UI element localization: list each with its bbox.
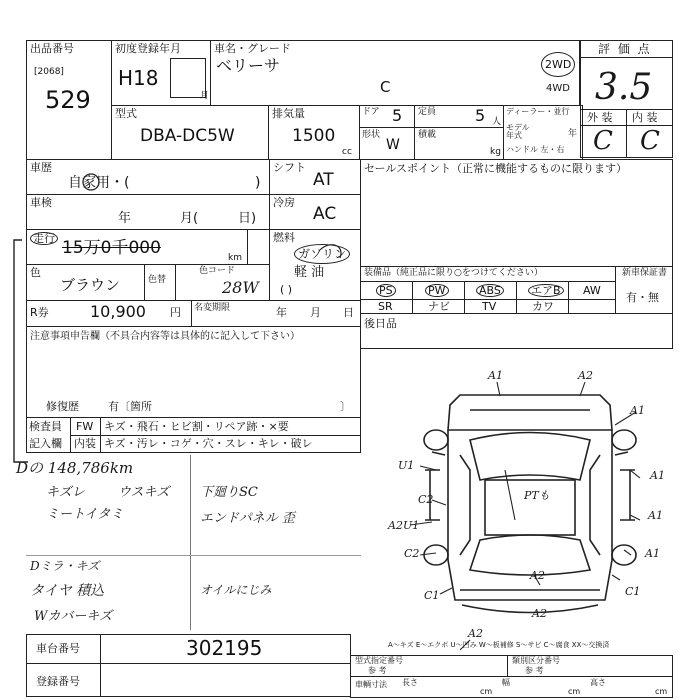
- hw-left3: Dミラ・キズ: [30, 559, 100, 573]
- hw-mileage-note: Dの 148,786km: [16, 459, 134, 477]
- doors-label: ドア: [362, 107, 380, 117]
- lot-code: [2068]: [34, 67, 64, 77]
- score-int: C: [640, 126, 660, 156]
- history-close: ): [255, 175, 261, 191]
- score-ext: C: [593, 126, 613, 156]
- color-label: 色: [30, 266, 41, 279]
- fuel-diesel: 軽 油: [294, 265, 325, 280]
- mark-a2-front-right: A2: [578, 369, 593, 382]
- color-change-label: 色替: [148, 275, 167, 285]
- shape-value: W: [386, 137, 400, 153]
- model-year-unit: 年: [568, 129, 578, 139]
- fuel-paren: ( ): [280, 283, 293, 296]
- hw-right2: エンドパネル 歪: [200, 511, 295, 526]
- recycle-value: 10,900: [90, 302, 146, 321]
- color-code-value: 28W: [222, 278, 259, 297]
- inspector-inner: 内装: [74, 437, 96, 450]
- equip-ps: PS: [376, 284, 396, 297]
- mark-a1-front-left: A1: [488, 369, 503, 382]
- model-label: 型式: [115, 107, 137, 120]
- model-value: DBA-DC5W: [140, 126, 235, 146]
- repair-close: 〕: [340, 400, 351, 413]
- repair-value: 有〔箇所: [108, 400, 152, 413]
- score-ext-label: 外 装: [587, 111, 613, 124]
- sales-label: セールスポイント（正常に機能するものに限ります）: [364, 162, 628, 175]
- color-code-label: 色コード: [199, 266, 236, 276]
- capacity-label: 定員: [418, 107, 437, 117]
- aircon-label: 冷房: [273, 196, 295, 209]
- history-value: 自家用・(: [68, 175, 130, 191]
- shape-label: 形状: [362, 130, 381, 140]
- class-label: 類別区分番号: [512, 656, 560, 665]
- model-type-label: 型式指定番号: [355, 656, 403, 665]
- length-unit: cm: [480, 687, 493, 696]
- mileage-value: 15万0千000: [62, 238, 161, 258]
- hw-left1: キズレ: [46, 485, 85, 500]
- displacement-unit: cc: [342, 147, 352, 157]
- mark-u1-left: U1: [398, 459, 415, 472]
- lot-number: 529: [45, 86, 91, 114]
- hw-left2: ミートイタミ: [46, 507, 124, 522]
- mark-c2-left: C2: [418, 493, 434, 506]
- displacement-value: 1500: [292, 126, 336, 146]
- back-seat-label: 後日品: [364, 317, 397, 330]
- mark-a1-right-rear: A1: [645, 547, 660, 560]
- model-type-ref: 参 考: [368, 666, 387, 675]
- capacity-value: 5: [475, 106, 486, 125]
- mark-a2-lower: A2: [468, 627, 483, 640]
- hw-right1: 下廻りSC: [200, 485, 258, 500]
- mileage-unit: km: [228, 253, 242, 263]
- mark-a2u1-left: A2U1: [388, 519, 420, 532]
- shift-label: シフト: [273, 161, 306, 174]
- warranty-value: 有・無: [626, 291, 659, 304]
- equip-abs: ABS: [476, 284, 504, 297]
- inspection-month: 月(: [180, 211, 199, 226]
- hw-left5: Wカバーキズ: [34, 609, 113, 624]
- first-reg-month-label: 月: [200, 91, 210, 101]
- class-ref: 参 考: [525, 666, 544, 675]
- drive-4wd: 4WD: [546, 83, 570, 94]
- inspector-label-1: 検査員: [29, 420, 62, 433]
- notes-label: 注意事項申告欄（不具合内容等は具体的に記入して下さい）: [30, 331, 300, 342]
- dimensions-label: 車輌寸法: [355, 680, 387, 689]
- inspector-inner-text: キズ・汚レ・コゲ・穴・スレ・キレ・破レ: [104, 437, 313, 450]
- color-value: ブラウン: [60, 276, 121, 294]
- equip-aw: AW: [583, 284, 601, 297]
- transfer-year: 年: [276, 306, 287, 319]
- lot-label: 出品番号: [30, 42, 74, 55]
- warranty-label: 新車保証書: [622, 268, 668, 278]
- load-label: 積載: [418, 130, 437, 140]
- capacity-unit: 人: [492, 117, 502, 127]
- car-name-label: 車名・グレード: [214, 42, 291, 55]
- score-label: 評 価 点: [598, 42, 652, 56]
- height-label: 高さ: [590, 678, 606, 687]
- doors-value: 5: [392, 106, 403, 125]
- hw-left1b: ウスキズ: [118, 485, 170, 500]
- equipment-label: 装備品（純正品に限り○をつけてください）: [364, 268, 543, 278]
- mark-c1-rear-right: C1: [625, 585, 641, 598]
- mark-a1-right: A1: [650, 469, 665, 482]
- car-grade: C: [380, 78, 391, 96]
- aircon-value: AC: [313, 204, 337, 224]
- inspector-label-2: 記入欄: [29, 437, 62, 450]
- width-label: 幅: [502, 678, 510, 687]
- drive-2wd: 2WD: [541, 52, 575, 77]
- fuel-label: 燃料: [273, 231, 295, 244]
- inspector-fw-text: キズ・飛石・ヒビ割・リペア跡・×要: [104, 420, 289, 433]
- inspection-day: 日): [238, 211, 257, 226]
- hw-right3: オイルにじみ: [200, 583, 272, 597]
- recycle-label: R券: [30, 306, 49, 319]
- legend-text: A～キズ E～エクボ U～凹み W～板補修 S～サビ C～腐食 XX～交換済: [388, 641, 610, 649]
- score-int-label: 内 装: [632, 111, 658, 124]
- height-unit: cm: [655, 687, 668, 696]
- width-unit: cm: [568, 687, 581, 696]
- score-overall: 3.5: [595, 67, 653, 108]
- mark-c1-rear-left: C1: [424, 589, 440, 602]
- mark-pt: PTも: [524, 489, 550, 502]
- handle-label: ハンドル 左・右: [506, 145, 565, 154]
- equip-tv: TV: [482, 300, 497, 313]
- fuel-gas: ガソリン: [294, 244, 350, 264]
- repair-label: 修復歴: [46, 400, 79, 413]
- car-name-value: ベリーサ: [216, 56, 281, 75]
- first-reg-label: 初度登録年月: [115, 42, 181, 55]
- inspector-fw: FW: [76, 420, 94, 433]
- mark-c2-left-rear: C2: [404, 547, 420, 560]
- hw-left4: タイヤ 積込: [30, 583, 105, 599]
- mark-a2-bumper: A2: [532, 607, 547, 620]
- mileage-label: 走行: [30, 232, 58, 245]
- mark-a1-right-door: A1: [648, 509, 663, 522]
- chassis-label: 車台番号: [36, 642, 80, 655]
- equip-sr: SR: [378, 300, 393, 313]
- transfer-month: 月: [310, 306, 321, 319]
- history-label: 車歴: [30, 161, 52, 174]
- registration-label: 登録番号: [36, 675, 80, 688]
- chassis-value: 302195: [186, 636, 263, 660]
- equip-pw: PW: [425, 284, 449, 297]
- equip-airbag: エアB: [528, 284, 564, 297]
- equip-leather: カワ: [532, 300, 554, 313]
- displacement-label: 排気量: [272, 107, 305, 120]
- first-reg-year: H18: [118, 66, 159, 90]
- shift-value: AT: [313, 170, 334, 190]
- mark-a2-rear: A2: [530, 569, 545, 582]
- recycle-unit: 円: [170, 306, 181, 319]
- dealer-label: ディーラー・並行: [506, 107, 570, 116]
- inspection-year: 年: [118, 211, 132, 226]
- mark-a1-right-front: A1: [630, 404, 645, 417]
- length-label: 長さ: [402, 678, 418, 687]
- transfer-day: 日: [343, 306, 354, 319]
- model-year-label: モデル 年式: [506, 123, 530, 140]
- load-unit: kg: [490, 147, 501, 157]
- transfer-label: 名変期限: [194, 303, 231, 313]
- inspection-label: 車検: [30, 196, 52, 209]
- equip-navi: ナビ: [428, 300, 450, 313]
